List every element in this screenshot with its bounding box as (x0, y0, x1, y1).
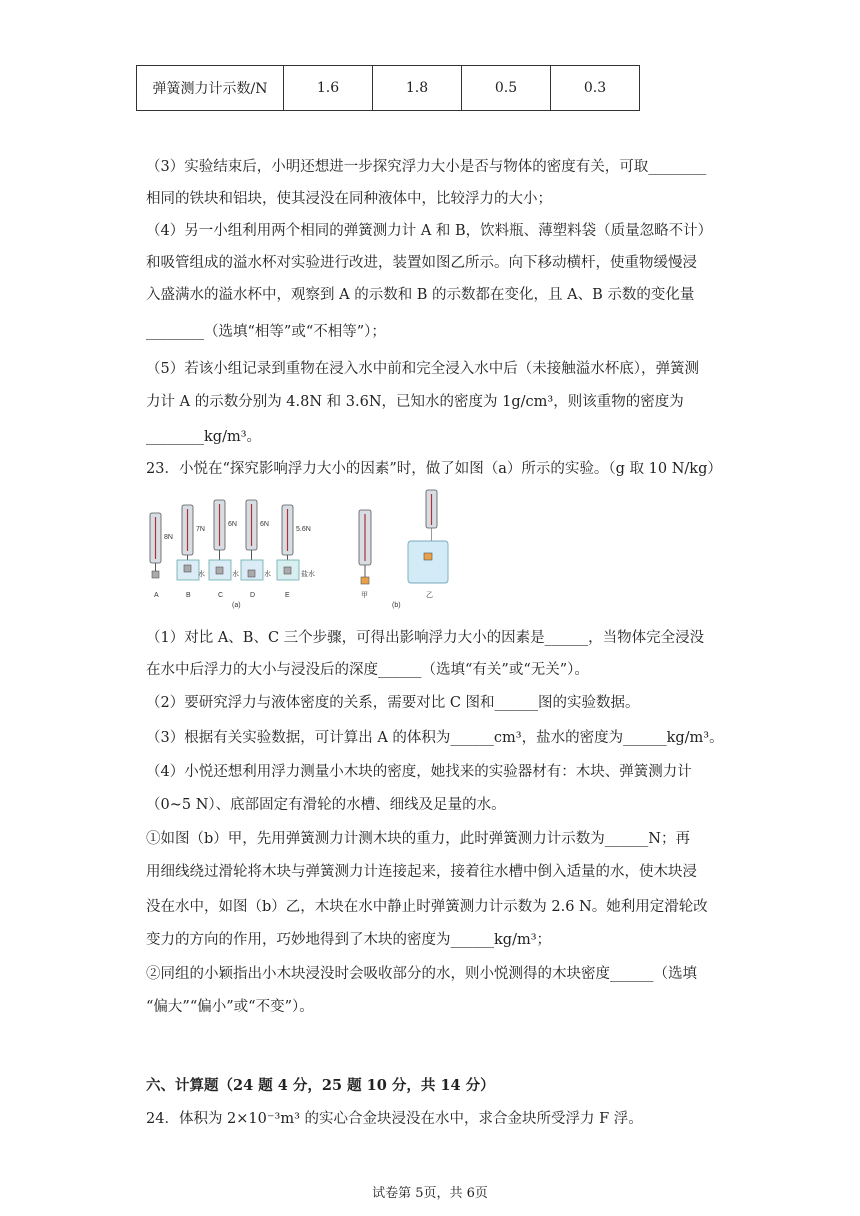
q23-1-line1: （1）对比 A、B、C 三个步骤，可得出影响浮力大小的因素是______，当物体完全浸没 (146, 630, 705, 646)
q22-5-line2: 力计 A 的示数分别为 4.8N 和 3.6N，已知水的密度为 1g/cm³，则该重物的密度为 (146, 394, 684, 410)
scale-e (264, 505, 315, 580)
liquid-b: 水 (198, 571, 205, 578)
reading-c: 6N (228, 521, 237, 528)
q22-3-line1: （3）实验结束后，小明还想进一步探究浮力大小是否与物体的密度有关，可取________ (146, 159, 707, 175)
section-heading: 六、计算题（24 题 4 分，25 题 10 分，共 14 分） (146, 1077, 495, 1094)
reading-d: 6N (260, 521, 269, 528)
liquid-e: 盐水 (301, 571, 315, 578)
q23-4-1-line2: 用细线绕过滑轮将木块与弹簧测力计连接起来，接着往水槽中倒入适量的水，使木块浸 (146, 864, 697, 880)
page-footer: 试卷第 5页，共 6页 (372, 1186, 488, 1201)
q22-4-line3: 入盛满水的溢水杯中，观察到 A 的示数和 B 的示数都在变化，且 A、B 示数的变化量 (146, 287, 695, 303)
q23-1-line2: 在水中后浮力的大小与浸没后的深度______（选填“有关”或“无关”）。 (146, 662, 589, 678)
q23-4-line2: （0~5 N）、底部固定有滑轮的水槽、细线及足量的水。 (146, 797, 506, 813)
label-jia: 甲 (361, 592, 368, 599)
q22-3-line2: 相同的铁块和铝块，使其浸没在同种液体中，比较浮力的大小； (146, 191, 552, 207)
label-d: D (250, 592, 256, 599)
q22-5-line1: （5）若该小组记录到重物在浸入水中前和完全浸入水中后（未接触溢水杯底），弹簧测 (146, 361, 699, 377)
caption-b: (b) (392, 602, 401, 609)
scale-jia (359, 510, 371, 599)
label-c: C (218, 592, 224, 599)
q22-4-line1: （4）另一小组利用两个相同的弹簧测力计 A 和 B，饮料瓶、薄塑料袋（质量忽略不计） (146, 223, 713, 239)
liquid-d: 水 (264, 571, 271, 578)
caption-a: (a) (232, 602, 241, 609)
experiment-figure (140, 485, 450, 610)
q23-3: （3）根据有关实验数据，可计算出 A 的体积为______cm³，盐水的密度为______kg/m³。 (146, 730, 724, 746)
table-cell: 1.6 (284, 66, 373, 111)
data-table (136, 65, 640, 111)
scale-c (198, 500, 237, 580)
label-a: A (154, 592, 159, 599)
scale-b (177, 505, 205, 580)
label-yi: 乙 (426, 592, 433, 599)
table-cell: 1.8 (373, 66, 462, 111)
q22-5-line3: ________kg/m³。 (146, 429, 262, 445)
q23-4-1-line1: ①如图（b）甲，先用弹簧测力计测木块的重力，此时弹簧测力计示数为______N；再 (146, 831, 690, 847)
q22-4-line2: 和吸管组成的溢水杯对实验进行改进，装置如图乙所示。向下移动横杆，使重物缓慢浸 (146, 255, 697, 271)
label-e: E (285, 592, 290, 599)
q24-stem: 24．体积为 2×10⁻³m³ 的实心合金块浸没在水中，求合金块所受浮力 F 浮。 (146, 1111, 643, 1127)
scale-yi (408, 490, 448, 599)
q23-2: （2）要研究浮力与液体密度的关系，需要对比 C 图和______图的实验数据。 (146, 695, 640, 711)
q23-4-2-line2: “偏大”“偏小”或“不变”）。 (146, 999, 314, 1015)
q23-4-1-line4: 变力的方向的作用，巧妙地得到了木块的密度为______kg/m³； (146, 932, 552, 948)
reading-a: 8N (164, 534, 173, 541)
q23-4-1-line3: 没在水中，如图（b）乙，木块在水中静止时弹簧测力计示数为 2.6 N。她利用定滑轮改 (146, 899, 708, 915)
table-cell: 0.3 (551, 66, 640, 111)
table-header-cell: 弹簧测力计示数/N (137, 66, 284, 111)
reading-e: 5.6N (296, 526, 311, 533)
table-cell: 0.5 (462, 66, 551, 111)
q23-4-line1: （4）小悦还想利用浮力测量小木块的密度，她找来的实验器材有：木块、弹簧测力计 (146, 764, 692, 780)
q22-4-line4: ________（选填“相等”或“不相等”）； (146, 324, 386, 340)
q23-stem: 23．小悦在“探究影响浮力大小的因素”时，做了如图（a）所示的实验。（g 取 10 N/kg） (146, 461, 722, 477)
q23-4-2-line1: ②同组的小颖指出小木块浸没时会吸收部分的水，则小悦测得的木块密度______（选填 (146, 966, 697, 982)
liquid-c: 水 (232, 571, 239, 578)
label-b: B (186, 592, 191, 599)
scale-a (150, 513, 173, 578)
reading-b: 7N (196, 526, 205, 533)
scale-d (232, 500, 269, 580)
